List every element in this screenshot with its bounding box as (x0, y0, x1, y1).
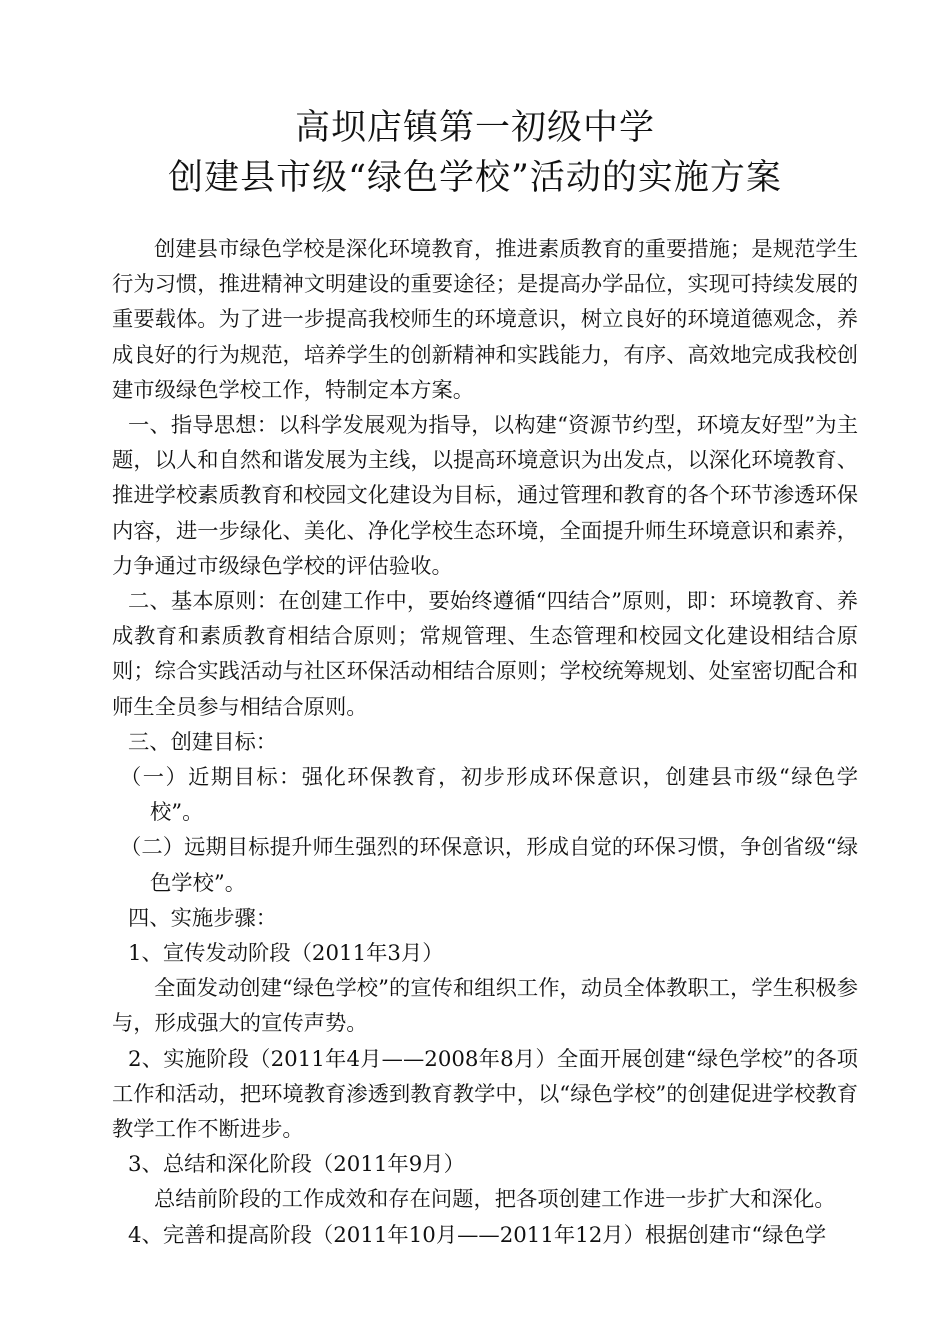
section-basic-principles: 二、基本原则：在创建工作中，要始终遵循“四结合”原则，即：环境教育、养成教育和素质教育相结合原则；常规管理、生态管理和校园文化建设相结合原则；综合实践活动与社区环保活动相结合原则；学校统筹规划、处室密切配合和师生全员参与相结合原则。 (112, 589, 858, 720)
step-1-text: 全面发动创建“绿色学校”的宣传和组织工作，动员全体教职工，学生积极参与，形成强大的宣传声势。 (112, 976, 858, 1037)
document-title-school: 高坝店镇第一初级中学 (294, 108, 655, 148)
step-1-heading: 1、宣传发动阶段（2011年3月） (128, 941, 444, 967)
section-guiding-ideology: 一、指导思想：以科学发展观为指导，以构建“资源节约型，环境友好型”为主题，以人和自然和谐发展为主线，以提高环境意识为出发点，以深化环境教育、推进学校素质教育和校园文化建设为目标，通过管理和教育的各个环节渗透环保内容，进一步绿化、美化、净化学校生态环境，全面提升师生环境意识和素养，力争通过市级绿色学校的评估验收。 (112, 413, 858, 579)
intro-paragraph: 创建县市绿色学校是深化环境教育，推进素质教育的重要措施；是规范学生行为习惯，推进精神文明建设的重要途径；是提高办学品位，实现可持续发展的重要载体。为了进一步提高我校师生的环境意识，树立良好的环境道德观念，养成良好的行为规范，培养学生的创新精神和实践能力，有序、高效地完成我校创建市级绿色学校工作，特制定本方案。 (112, 237, 858, 403)
step-3-text: 总结前阶段的工作成效和存在问题，把各项创建工作进一步扩大和深化。 (154, 1187, 836, 1213)
goal-long-term: （二）远期目标提升师生强烈的环保意识，形成自觉的环保习惯，争创省级“绿色学校”。 (120, 835, 858, 896)
step-3-heading: 3、总结和深化阶段（2011年9月） (128, 1152, 465, 1178)
goal-short-term: （一）近期目标：强化环保教育，初步形成环保意识，创建县市级“绿色学校”。 (120, 765, 858, 826)
document-title-plan: 创建县市级“绿色学校”活动的实施方案 (168, 158, 782, 198)
step-4-text: 4、完善和提高阶段（2011年10月——2011年12月）根据创建市“绿色学 (128, 1222, 827, 1248)
section-goals-heading: 三、创建目标： (128, 729, 278, 755)
step-2-text: 2、实施阶段（2011年4月——2008年8月）全面开展创建“绿色学校”的各项工作和活动，把环境教育渗透到教育教学中，以“绿色学校”的创建促进学校教育教学工作不断进步。 (112, 1046, 858, 1143)
document-body (112, 232, 858, 1253)
section-steps-heading: 四、实施步骤： (128, 905, 278, 931)
